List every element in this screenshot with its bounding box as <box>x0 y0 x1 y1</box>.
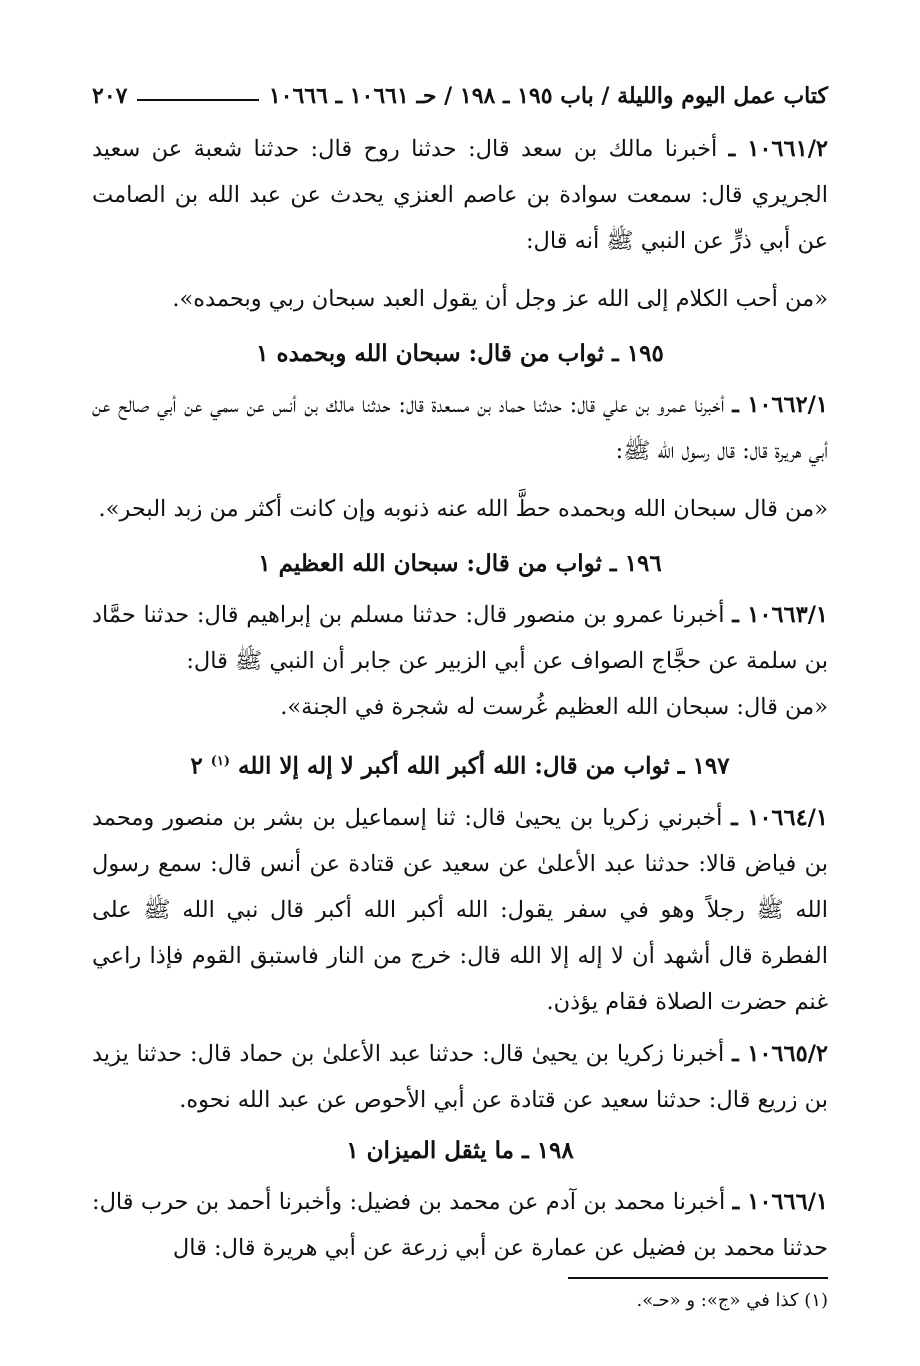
hadith-text: أخبرني زكريا بن يحيىٰ قال: ثنا إسماعيل بن بشر بن منصور ومحمد بن فياض قالا: حدثنا عبد الأعلىٰ عن سعيد عن قتادة عن أنس قال: سمع رسول الله ﷺ رجلاً وهو في سفر يقول: الله أكبر الله أكبر قال نبي الله ﷺ على الفطرة قال أشهد أن لا إله إلا الله قال: خرج من النار فاستبق القوم فإذا راعي غنم حضرت الصلاة فقام يؤذن. <box>92 804 828 1015</box>
hadith-10666 <box>92 1179 828 1271</box>
hadith-quote: «من قال: سبحان الله العظيم غُرست له شجرة في الجنة». <box>280 694 828 720</box>
hadith-text: أخبرنا عمرو بن منصور قال: حدثنا مسلم بن إبراهيم قال: حدثنا حمَّاد بن سلمة عن حجَّاج الصواف عن أبي الزبير عن جابر أن النبي ﷺ قال: <box>92 602 828 674</box>
hadith-number: ١٠٦٦٥/٢ ـ <box>732 1040 828 1067</box>
chapter-title-196: ١٩٦ ـ ثواب من قال: سبحان الله العظيم ١ <box>258 550 662 577</box>
chapter-title-197 <box>92 738 828 791</box>
footnote-marker: (١) <box>210 754 231 769</box>
hadith-10665 <box>92 1031 828 1123</box>
hadith-10664 <box>92 795 828 1025</box>
hadith-text: أخبرنا محمد بن آدم عن محمد بن فضيل: وأخبرنا أحمد بن حرب قال: حدثنا محمد بن فضيل عن عمارة عن أبي زرعة عن أبي هريرة قال: قال <box>92 1188 828 1261</box>
hadith-quote: «من قال سبحان الله وبحمده حطَّ الله عنه ذنوبه وإن كانت أكثر من زبد البحر». <box>98 496 828 522</box>
chapter-title-text: ١٩٧ ـ ثواب من قال: الله أكبر الله أكبر لا إله إلا الله <box>238 752 730 780</box>
hadith-number: ١٠٦٦٣/١ ـ <box>732 602 829 628</box>
header-title: كتاب عمل اليوم والليلة / باب ١٩٥ ـ ١٩٨ / حـ ١٠٦٦١ ـ ١٠٦٦٦ <box>268 83 828 109</box>
page-number: ٢٠٧ <box>92 83 128 109</box>
footnote: (١) كذا في «ج»: و «حـ». <box>636 1290 828 1311</box>
chapter-title-195: ١٩٥ ـ ثواب من قال: سبحان الله وبحمده ١ <box>256 340 664 367</box>
hadith-quote: «من أحب الكلام إلى الله عز وجل أن يقول العبد سبحان ربي وبحمده». <box>172 286 828 312</box>
hadith-text: أخبرنا عمرو بن علي قال: حدثنا حماد بن مسعدة قال: حدثنا مالك بن أنس عن سمي عن أبي صالح عن أبي هريرة قال: قال رسول الله ﷺ: <box>92 392 828 464</box>
footnote-rule <box>568 1277 828 1279</box>
hadith-10663 <box>92 592 828 684</box>
hadith-10661 <box>92 126 828 264</box>
hadith-number: ١٠٦٦١/٢ ـ <box>728 136 828 162</box>
hadith-number: ١٠٦٦٤/١ ـ <box>731 804 828 831</box>
hadith-text: أخبرنا مالك بن سعد قال: حدثنا روح قال: حدثنا شعبة عن سعيد الجريري قال: سمعت سوادة بن عاصم العنزي يحدث عن عبد الله بن الصامت عن أبي ذرٍّ عن النبي ﷺ أنه قال: <box>92 136 828 254</box>
hadith-text: أخبرنا زكريا بن يحيىٰ قال: حدثنا عبد الأعلىٰ بن حماد قال: حدثنا يزيد بن زريع قال: حدثنا سعيد عن قتادة عن أبي الأحوص عن عبد الله نحوه. <box>92 1040 828 1113</box>
header-rule <box>137 99 258 101</box>
chapter-title-tail: ٢ <box>190 752 203 780</box>
hadith-number: ١٠٦٦٢/١ ـ <box>732 392 828 418</box>
running-header <box>92 78 828 114</box>
hadith-10662 <box>92 382 828 474</box>
chapter-title-198: ١٩٨ ـ ما يثقل الميزان ١ <box>346 1136 574 1164</box>
hadith-number: ١٠٦٦٦/١ ـ <box>732 1188 828 1215</box>
